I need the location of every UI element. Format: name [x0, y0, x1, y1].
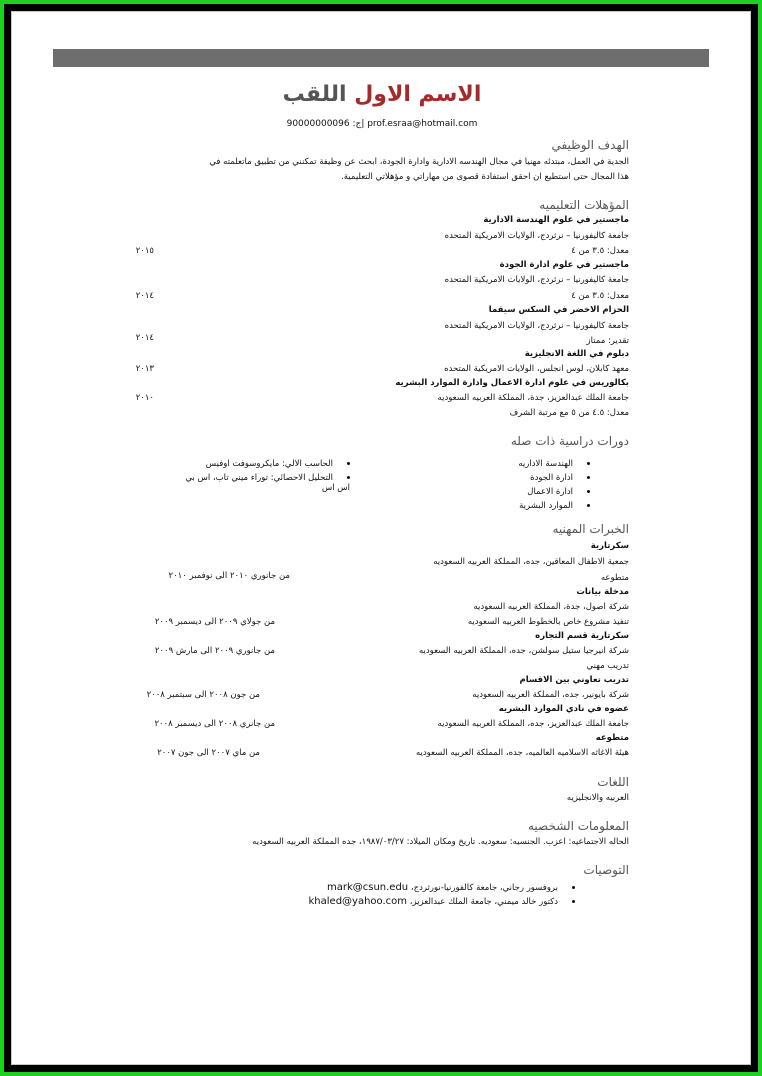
candidate-name — [12, 82, 751, 107]
exp-3-note: تدريب مهني — [586, 661, 629, 671]
objective-line-1: الجدية في العمل، مبتدئه مهنيا في مجال الهندسه الادارية وادارة الجودة، ابحث عن وظيفة تمكنني من تطبيق ماتعلمته في — [209, 157, 629, 167]
course-item: التحليل الاحصائي: توراء ميني تاب، اس بي اس اس — [185, 473, 350, 493]
edu-5-year: ٢٠١٠ — [135, 393, 154, 403]
exp-6-period: من ماي ٢٠٠٧ الى جون ٢٠٠٧ — [157, 748, 260, 758]
exp-2-org: شركة اصول، جدة، المملكة العربيه السعوديه — [473, 602, 629, 612]
edu-5-institution: جامعة الملك عبدالعزيز، جدة، المملكة العربيه السعوديه — [437, 393, 629, 403]
bullet-icon — [587, 490, 590, 493]
bullet-icon — [587, 504, 590, 507]
course-item: الهندسة الاداريه — [518, 459, 590, 469]
edu-1-institution: جامعة كاليفورنيا – نرثردج، الولايات الامريكية المتحده — [444, 231, 629, 241]
exp-5-org: جامعة الملك عبدالعزيز، جده، المملكة العربيه السعوديه — [437, 719, 629, 729]
courses-heading: دورات دراسية ذات صله — [510, 434, 629, 448]
references-heading: التوصيات — [583, 863, 629, 877]
exp-6-org: هيئة الاغاثه الاسلاميه العالميه، جده، المملكة العربيه السعوديه — [415, 748, 629, 758]
exp-2-note: تنفيذ مشروع خاص بالخطوط العربيه السعوديه — [467, 617, 629, 627]
exp-3-period: من جانوري ٢٠٠٩ الى مارش ٢٠٠٩ — [154, 646, 275, 656]
reference-email[interactable]: mark@csun.edu — [326, 882, 409, 893]
edu-2-institution: جامعة كاليفورنيا – نرثردج، الولايات الامريكية المتحده — [444, 275, 629, 285]
objective-line-2: هذا المجال حتى استطيع ان احقق استفادة قصوى من مهاراتي و مؤهلاتي التعليمية. — [341, 172, 629, 182]
exp-1-note: متطوعه — [600, 573, 629, 583]
bullet-icon — [572, 900, 575, 903]
edu-3-year: ٢٠١٤ — [135, 333, 154, 343]
exp-5-period: من جانري ٢٠٠٨ الى ديسمبر ٢٠٠٨ — [154, 719, 275, 729]
name-first: الاسم الاول — [354, 82, 482, 107]
exp-5-title: عضوه في نادي الموارد البشريه — [498, 704, 629, 714]
exp-2-title: مدخلة بيانات — [576, 587, 629, 597]
objective-heading: الهدف الوظيفي — [551, 138, 629, 152]
exp-4-title: تدريب تعاوني بين الاقسام — [519, 675, 629, 685]
edu-3-grade: تقدير: ممتاز — [586, 336, 629, 346]
reference-item: بروفسور رجاني، جامعة كالفورنيا-نورثردج، mark@csun.edu — [327, 882, 575, 893]
experience-heading: الخبرات المهنيه — [552, 522, 629, 536]
exp-3-org: شركة انيرجيا ستيل سولشن، جده، المملكة العربيه السعوديه — [418, 646, 629, 656]
edu-3-institution: جامعة كاليفورنيا – نرثردج، الولايات الامريكية المتحده — [444, 321, 629, 331]
edu-1-degree: ماجستير في علوم الهندسة الادارية — [483, 215, 629, 225]
bullet-icon — [587, 462, 590, 465]
edu-5-degree: بكالوريس في علوم ادارة الاعمال وادارة الموارد البشريه — [395, 378, 629, 388]
personal-value: الحاله الاجتماعيه: اعزب. الجنسيه: سعوديه. تاريخ ومكان الميلاد: ١٩٨٧/٠٣/٢٧، جده المملكة العربيه السعوديه — [252, 837, 629, 847]
languages-heading: اللغات — [597, 775, 629, 789]
edu-4-degree: دبلوم في اللغة الانجليزية — [524, 349, 629, 359]
bullet-icon — [347, 462, 350, 465]
education-heading: المؤهلات التعليميه — [539, 198, 629, 212]
languages-value: العربيه والانجليزيه — [566, 793, 629, 803]
course-item: الحاسب الالي: مايكروسوفت اوفيس — [206, 459, 350, 469]
reference-email[interactable]: khaled@yahoo.com — [308, 896, 408, 907]
exp-1-title: سكرتارية — [590, 541, 629, 551]
bullet-icon — [572, 886, 575, 889]
personal-heading: المعلومات الشخصيه — [528, 819, 629, 833]
course-item: الموارد البشرية — [519, 501, 590, 511]
edu-5-grade: معدل: ٤.٥ من ٥ مع مرتبة الشرف — [509, 408, 629, 418]
edu-4-year: ٢٠١٣ — [135, 364, 154, 374]
bullet-icon — [347, 476, 350, 479]
course-item: ادارة الجودة — [530, 473, 590, 483]
edu-3-degree: الحزام الاخضر في السكس سيقما — [488, 305, 629, 315]
edu-1-grade: معدل: ٣.٥ من ٤ — [571, 246, 629, 256]
exp-6-title: متطوعه — [595, 733, 629, 743]
contact-line: 90000000096 :ج| prof.esraa@hotmail.com — [286, 119, 478, 129]
exp-4-org: شركة بايونير، جده، المملكة العربيه السعوديه — [472, 690, 629, 700]
edu-4-institution: معهد كابلان، لوس انجلس، الولايات الامريكية المتحده — [444, 364, 629, 374]
resume-page — [11, 11, 751, 1065]
edu-2-year: ٢٠١٤ — [135, 291, 154, 301]
edu-1-year: ٢٠١٥ — [135, 246, 154, 256]
bullet-icon — [587, 476, 590, 479]
edu-2-degree: ماجستير في علوم ادارة الجودة — [499, 260, 629, 270]
edu-2-grade: معدل: ٣.٥ من ٤ — [571, 291, 629, 301]
exp-1-org: جمعية الاطفال المعاقين، جده، المملكة العربيه السعوديه — [433, 557, 629, 567]
course-item: ادارة الاعمال — [527, 487, 590, 497]
exp-4-period: من جون ٢٠٠٨ الى سبتمبر ٢٠٠٨ — [146, 690, 260, 700]
name-last: اللقب — [282, 82, 347, 107]
exp-1-period: من جانوري ٢٠١٠ الى نوفمبر ٢٠١٠ — [168, 571, 290, 581]
reference-item: دكتور خالد ميمني، جامعة الملك عبدالعزيز، khaled@yahoo.com — [309, 896, 575, 907]
exp-2-period: من جولاي ٢٠٠٩ الى ديسمبر ٢٠٠٩ — [154, 617, 275, 627]
header-bar — [53, 49, 709, 67]
exp-3-title: سكرتارية قسم التجاره — [535, 631, 629, 641]
